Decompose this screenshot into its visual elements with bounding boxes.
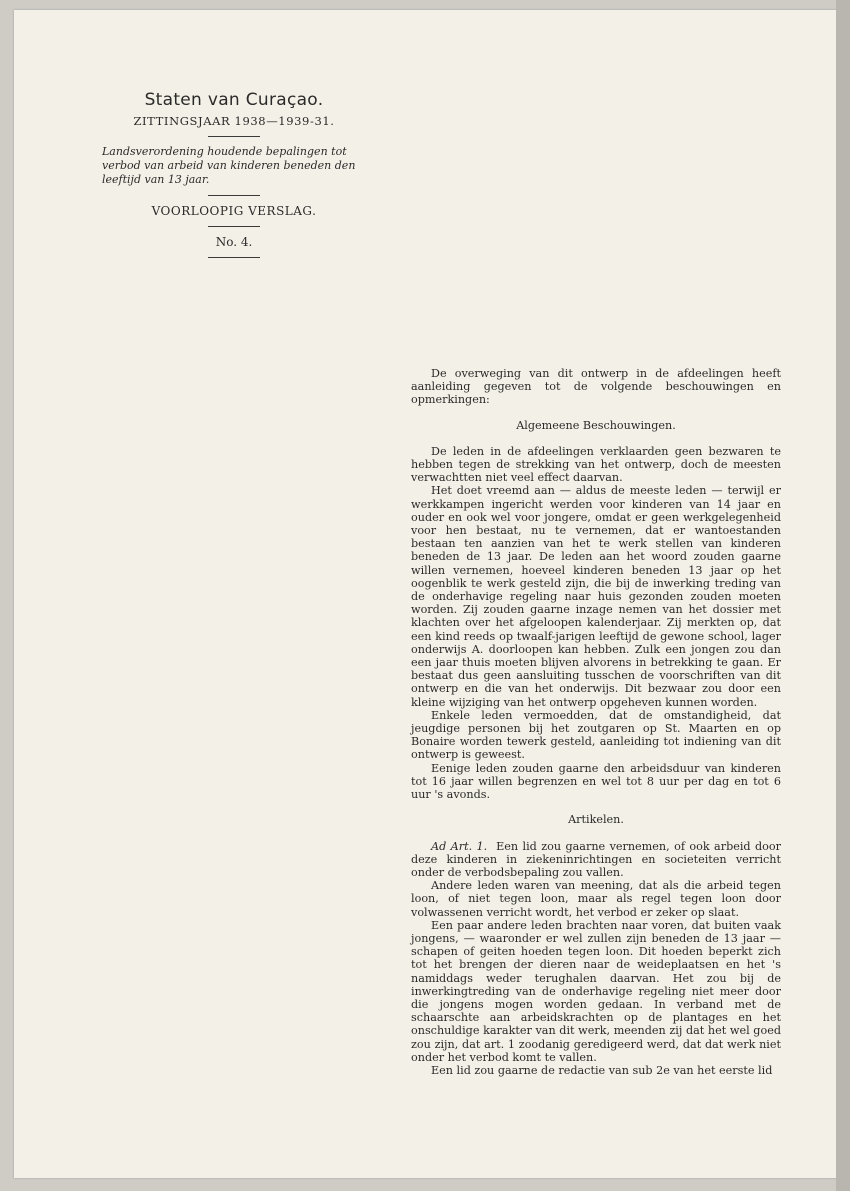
report-type: VOORLOOPIG VERSLAG. [151,204,317,218]
section-heading-general: Algemeene Beschouwingen. [516,418,676,432]
paragraph: Eenige leden zouden gaarne den arbeidsduur van kinderen tot 16 jaar willen begrenzen en wel tot 8 uur per dag en tot 6 uur 's avonds. [411,761,781,802]
document-title: Staten van Curaçao. [144,90,324,110]
article-paragraph [411,840,781,880]
article-reference: Ad Art. 1. [431,839,488,853]
session-year: ZITTINGSJAAR 1938—1939-31. [133,114,335,128]
divider [208,257,260,258]
divider [208,195,260,196]
scan-edge [836,0,850,1191]
paragraph: Enkele leden vermoedden, dat de omstandigheid, dat jeugdige personen bij het zoutgaren op St. Maarten en op Bonaire worden tewerk gesteld, aanleiding tot indiening van dit ontwerp is geweest. [411,708,781,762]
paragraph: De leden in de afdeelingen verklaarden geen bezwaren te hebben tegen de strekking van het ontwerp, doch de meesten verwachtten niet veel effect daarvan. [411,444,781,485]
bill-subject: Landsverordening houdende bepalingen tot verbod van arbeid van kinderen beneden den leeftijd van 13 jaar. [102,145,356,186]
paragraph: Andere leden waren van meening, dat als die arbeid tegen loon, of niet tegen loon, maar als regel tegen loon door volwassenen verricht wordt, het verbod er zeker op slaat. [411,879,781,919]
intro-paragraph: De overweging van dit ontwerp in de afdeelingen heeft aanleiding gegeven tot de volgende beschouwingen en opmerkingen: [411,367,781,407]
paragraph: Het doet vreemd aan — aldus de meeste leden — terwijl er werkkampen ingericht werden voor kinderen van 14 jaar en ouder en ook wel voor jongere, omdat er geen werkgelegenheid voor hen bestaat, nu te vernemen, dat er wantoestanden bestaan ten aanzien van het te werk stellen van kinderen beneden de 13 jaar. De leden aan het woord zouden gaarne willen vernemen, hoeveel kinderen beneden 13 jaar op het oogenblik te werk gesteld zijn, die bij de inwerking treding van de onderhavige regeling naar huis gezonden zouden moeten worden. Zij zouden gaarne inzage nemen van het dossier met klachten over het afgeloopen kalenderjaar. Zij merkten op, dat een kind reeds op twaalf-jarigen leeftijd de gewone school, lager onderwijs A. doorloopen kan hebben. Zulk een jongen zou dan een jaar thuis moeten blijven alvorens in betrekking te gaan. Er bestaat dus geen aansluiting tusschen de voorschriften van dit ontwerp en die van het onderwijs. Dit bezwaar zou door een kleine wijziging van het ontwerp opgeheven kunnen worden. [411,484,781,709]
document-number: No. 4. [215,235,253,249]
document-header [94,90,374,266]
divider [208,226,260,227]
paragraph: Een paar andere leden brachten naar voren, dat buiten vaak jongens, — waaronder er wel zullen zijn beneden de 13 jaar — schapen of geiten hoeden tegen loon. Dit hoeden beperkt zich tot het brengen der dieren naar de weideplaatsen en het 's namiddags weder terughalen daarvan. Het zou bij de inwerkingtreding van de onderhavige regeling niet meer door die jongens mogen worden gedaan. In verband met de schaarschte aan arbeidskrachten op de plantages en het onschuldige karakter van dit werk, meenden zij dat het wel goed zou zijn, dat art. 1 zoodanig geredigeerd werd, dat dat werk niet onder het verbod komt te vallen. [411,918,781,1064]
article-text: Een lid zou gaarne vernemen, of ook arbeid door deze kinderen in ziekeninrichtingen en societeiten verricht onder de verbodsbepaling zou vallen. [411,839,781,879]
document-page [14,10,836,1178]
paragraph: Een lid zou gaarne de redactie van sub 2e van het eerste lid [431,1063,773,1077]
section-heading-articles: Artikelen. [568,813,624,827]
report-body [411,367,781,1077]
divider [208,136,260,137]
